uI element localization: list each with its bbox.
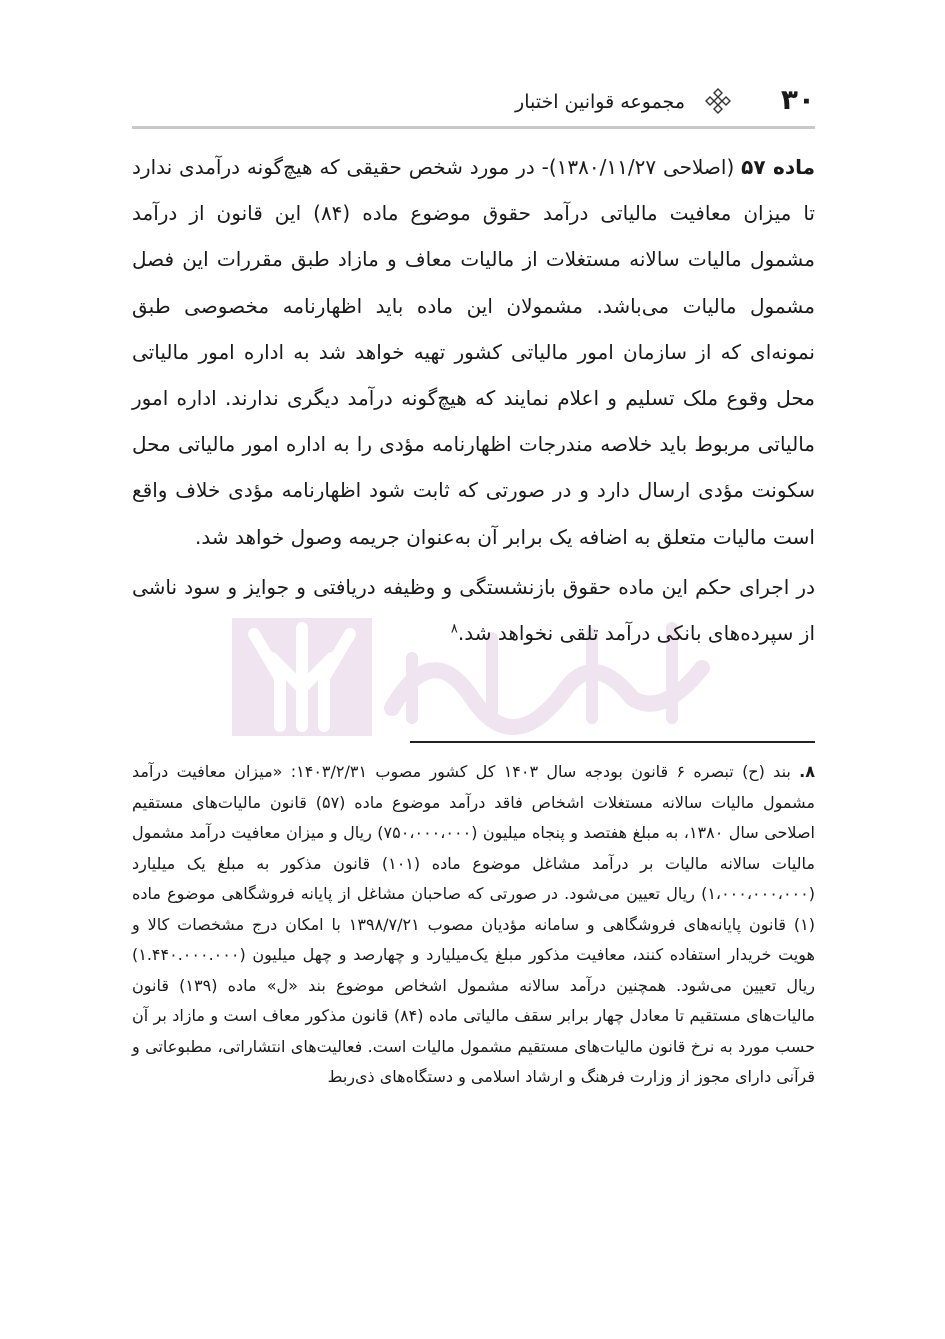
running-title: مجموعه قوانین اختبار <box>515 91 685 113</box>
footnote-number: ۸. <box>799 762 816 781</box>
article-label: ماده ۵۷ <box>741 155 815 179</box>
header-divider <box>132 126 815 129</box>
article-57-paragraph <box>132 144 815 560</box>
footnote-divider <box>410 741 815 743</box>
page-header <box>132 78 815 124</box>
footnote-text: بند (ح) تبصره ۶ قانون بودجه سال ۱۴۰۳ کل کشور مصوب ۱۴۰۳/۲/۳۱: «میزان معافیت درآمد مشمول مالیات سالانه مستغلات اشخاص فاقد درآمد موضوع ماده (۵۷) قانون مالیات‌های مستقیم اصلاحی سال ۱۳۸۰، به مبلغ هفتصد و پنجاه میلیون (۷۵۰،۰۰۰،۰۰۰) ریال و میزان معافیت درآمد مشمول مالیات سالانه مالیات بر درآمد مشاغل موضوع ماده (۱۰۱) قانون مذکور به مبلغ یک میلیارد (۱،۰۰۰،۰۰۰،۰۰۰) ریال تعیین می‌شود. در صورتی که صاحبان مشاغل از پایانه فروشگاهی موضوع ماده (۱) قانون پایانه‌های فروشگاهی و سامانه مؤدیان مصوب ۱۳۹۸/۷/۲۱ با امکان درج مشخصات کالا و هویت خریدار استفاده کنند، معافیت مذکور مبلغ یک‌میلیارد و چهارصد و چهل میلیون (۱.۴۴۰.۰۰۰.۰۰۰) ریال تعیین می‌شود. همچنین درآمد سالانه مشمول اشخاص موضوع بند «ل» ماده (۱۳۹) قانون مالیات‌های مستقیم تا معادل چهار برابر سقف مالیاتی ماده (۸۴) قانون مذکور معاف است و مازاد بر آن حسب مورد به نرخ قانون مالیات‌های مستقیم مشمول مالیات است. فعالیت‌های انتشاراتی، مطبوعاتی و قرآنی دارای مجوز از وزارت فرهنگ و ارشاد اسلامی و دستگاه‌های ذی‌ربط <box>132 762 816 1086</box>
footnote-8 <box>132 757 815 1093</box>
second-paragraph-text: در اجرای حکم این ماده حقوق بازنشستگی و وظیفه دریافتی و جوایز و سود ناشی از سپرده‌های بانکی درآمد تلقی نخواهد شد. <box>132 574 815 646</box>
article-text: (اصلاحی ۱۳۸۰/۱۱/۲۷)- در مورد شخص حقیقی که هیچ‌گونه درآمدی ندارد تا میزان معافیت مالیاتی درآمد حقوق موضوع ماده (۸۴) این قانون از درآمد مشمول مالیات سالانه مستغلات از مالیات معاف و مازاد طبق مقررات این فصل مشمول مالیات می‌باشد. مشمولان این ماده باید اظهارنامه مخصوصی طبق نمونه‌ای که از سازمان امور مالیاتی کشور تهیه خواهد شد به اداره امور مالیاتی محل وقوع ملک تسلیم و اعلام نمایند که هیچ‌گونه درآمد دیگری ندارند. اداره امور مالیاتی مربوط باید خلاصه مندرجات اظهارنامه مؤدی را به اداره امور مالیاتی محل سکونت مؤدی ارسال دارد و در صورتی که ثابت شود اظهارنامه مؤدی خلاف واقع است مالیات متعلق به اضافه یک برابر آن به‌عنوان جریمه وصول خواهد شد. <box>132 155 815 549</box>
second-paragraph <box>132 564 815 656</box>
footnote-reference: ۸ <box>450 621 458 637</box>
diamond-ornament-icon <box>705 88 731 114</box>
page-number: ۳۰ <box>780 83 815 116</box>
article-body <box>132 144 815 656</box>
